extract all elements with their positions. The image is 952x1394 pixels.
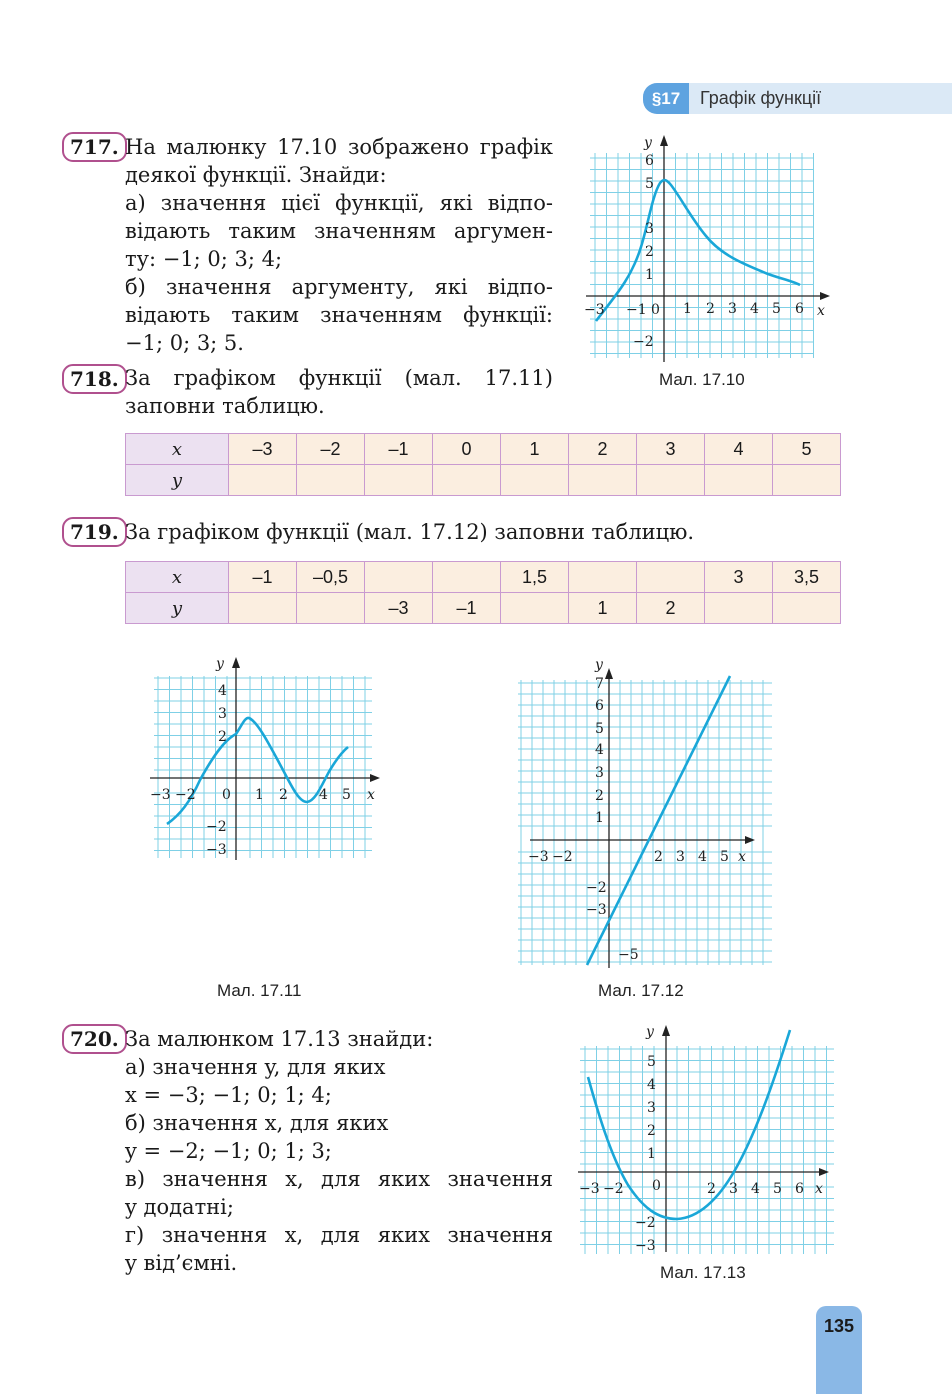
tick-label: 2 [647, 1123, 656, 1139]
figure-17-10-graph [578, 128, 838, 368]
table-cell: 1 [569, 593, 637, 624]
tick-label: 1 [255, 787, 264, 803]
grid [580, 1046, 834, 1254]
tick-label: 3 [728, 301, 737, 317]
figure-caption-17-11: Мал. 17.11 [217, 981, 302, 1000]
text-line: б) значення аргументу, які відпо- [125, 275, 553, 299]
table-cell-empty [569, 465, 637, 496]
tick-label: −3 [528, 849, 549, 865]
table-cell [637, 562, 705, 593]
table-cell: –1 [365, 434, 433, 465]
problem-number-718: 718. [62, 364, 127, 394]
axis-label-x: x [738, 849, 746, 865]
tick-label: 1 [683, 301, 692, 317]
text-line: y від’ємні. [125, 1251, 238, 1275]
problem-718-text: заповни таблицю. [125, 394, 325, 418]
text-line: г) значення x, для яких значення [125, 1223, 553, 1247]
tick-label: 2 [706, 301, 715, 317]
tick-label: −3 [150, 787, 171, 803]
text-line: в) значення x, для яких значення [125, 1167, 553, 1191]
tick-label: 4 [698, 849, 707, 865]
tick-label: 3 [645, 221, 654, 237]
table-cell: –1 [433, 593, 501, 624]
text-line: y додатні; [125, 1195, 234, 1219]
table-719 [125, 561, 841, 624]
table-cell [501, 593, 569, 624]
table-cell: 0 [433, 434, 501, 465]
table-cell [297, 593, 365, 624]
text-line: а) значення цієї функції, які відпо- [125, 191, 553, 215]
tick-label: 2 [707, 1181, 716, 1197]
table-header-x: x [126, 562, 229, 593]
figure-caption-17-10: Мал. 17.10 [659, 370, 745, 389]
text-line: За малюнком 17.13 знайди: [125, 1027, 434, 1051]
problem-number-719: 719. [62, 517, 127, 547]
tick-label: −3 [206, 842, 227, 858]
tick-label: 2 [218, 729, 227, 745]
table-header-x: x [126, 434, 229, 465]
section-title: Графік функції [700, 88, 822, 108]
tick-label: −2 [175, 787, 196, 803]
tick-label: 2 [645, 244, 654, 260]
axis-label-y: y [644, 135, 652, 151]
tick-label: 4 [647, 1077, 656, 1093]
tick-label: 7 [595, 676, 604, 692]
tick-label: −2 [635, 1215, 656, 1231]
text-line: На малюнку 17.10 зображено графік [125, 135, 553, 159]
text-line: x = −3; −1; 0; 1; 4; [125, 1083, 332, 1107]
tick-label: 2 [595, 788, 604, 804]
table-cell [773, 593, 841, 624]
tick-label: 6 [795, 301, 804, 317]
tick-label: −3 [584, 302, 605, 318]
function-curve [167, 718, 348, 824]
text-line: відають таким значенням функції: [125, 303, 553, 327]
page-number: 135 [823, 1316, 855, 1336]
tick-label: 3 [647, 1100, 656, 1116]
table-cell: 3 [705, 562, 773, 593]
axis-label-x: x [817, 303, 825, 319]
tick-label: 5 [645, 176, 654, 192]
tick-label: 5 [647, 1054, 656, 1070]
table-cell: 1,5 [501, 562, 569, 593]
table-row [126, 434, 841, 465]
tick-label: 5 [720, 849, 729, 865]
tick-label: 0 [652, 1178, 661, 1194]
tick-label: −2 [552, 849, 573, 865]
problem-719-text: За графіком функції (мал. 17.12) заповни таблицю. [125, 520, 695, 544]
table-cell: 3,5 [773, 562, 841, 593]
tick-label: −5 [618, 947, 639, 963]
tick-label: −2 [206, 819, 227, 835]
table-cell: 4 [705, 434, 773, 465]
tick-label: 4 [319, 787, 328, 803]
text-line: ту: −1; 0; 3; 4; [125, 247, 283, 271]
tick-label: 4 [218, 683, 227, 699]
tick-label: 5 [342, 787, 351, 803]
table-row [126, 562, 841, 593]
table-cell: –2 [297, 434, 365, 465]
text-line: y = −2; −1; 0; 1; 3; [125, 1139, 332, 1163]
tick-label: −3 [579, 1181, 600, 1197]
tick-label: 3 [676, 849, 685, 865]
section-badge: §17 [643, 83, 689, 114]
table-cell: –1 [229, 562, 297, 593]
table-cell: 1 [501, 434, 569, 465]
table-cell: 2 [637, 593, 705, 624]
figure-caption-17-12: Мал. 17.12 [598, 981, 684, 1000]
table-cell-empty [773, 465, 841, 496]
table-cell-empty [637, 465, 705, 496]
grid [154, 676, 372, 858]
table-cell: –3 [365, 593, 433, 624]
table-cell: 5 [773, 434, 841, 465]
tick-label: 4 [750, 301, 759, 317]
axis-label-y: y [595, 657, 603, 673]
table-cell-empty [501, 465, 569, 496]
table-cell-empty [433, 465, 501, 496]
tick-label: 6 [595, 698, 604, 714]
text-line: −1; 0; 3; 5. [125, 331, 244, 355]
tick-label: 6 [795, 1181, 804, 1197]
table-row [126, 465, 841, 496]
table-cell-empty [297, 465, 365, 496]
tick-label: −2 [603, 1181, 624, 1197]
table-cell-empty [365, 465, 433, 496]
tick-label: 0 [651, 302, 660, 318]
grid [518, 680, 772, 965]
problem-number-720: 720. [62, 1024, 127, 1054]
axis-label-x: x [367, 787, 375, 803]
problem-718-text: За графіком функції (мал. 17.11) [125, 366, 553, 390]
table-cell [365, 562, 433, 593]
tick-label: −1 [626, 302, 647, 318]
grid [590, 153, 814, 358]
tick-label: 5 [595, 721, 604, 737]
tick-label: −2 [586, 880, 607, 896]
tick-label: 2 [279, 787, 288, 803]
axes [578, 1025, 829, 1252]
table-cell: 2 [569, 434, 637, 465]
text-line: деякої функції. Знайди: [125, 163, 387, 187]
tick-label: 1 [647, 1146, 656, 1162]
table-718 [125, 433, 841, 496]
tick-label: 1 [645, 267, 654, 283]
tick-label: 4 [751, 1181, 760, 1197]
figure-17-11-graph [148, 650, 388, 865]
table-cell [569, 562, 637, 593]
table-cell [229, 593, 297, 624]
text-line: а) значення y, для яких [125, 1055, 386, 1079]
table-cell: 3 [637, 434, 705, 465]
table-row [126, 593, 841, 624]
table-cell [433, 562, 501, 593]
text-line: б) значення x, для яких [125, 1111, 389, 1135]
figure-17-12-graph [520, 650, 780, 970]
table-header-y: y [126, 465, 229, 496]
tick-label: 3 [729, 1181, 738, 1197]
figure-17-13-graph [575, 1018, 840, 1258]
table-cell-empty [705, 465, 773, 496]
tick-label: −3 [635, 1238, 656, 1254]
tick-label: 4 [595, 742, 604, 758]
tick-label: −2 [633, 334, 654, 350]
axis-label-y: y [646, 1024, 654, 1040]
text-line: відають таким значенням аргумен- [125, 219, 553, 243]
tick-label: 0 [222, 787, 231, 803]
tick-label: 5 [772, 301, 781, 317]
tick-label: 1 [595, 810, 604, 826]
table-cell: –0,5 [297, 562, 365, 593]
axis-label-x: x [815, 1181, 823, 1197]
tick-label: 3 [218, 706, 227, 722]
axis-label-y: y [216, 656, 224, 672]
tick-label: 6 [645, 153, 654, 169]
table-cell-empty [229, 465, 297, 496]
table-cell: –3 [229, 434, 297, 465]
tick-label: 5 [773, 1181, 782, 1197]
tick-label: 3 [595, 765, 604, 781]
figure-caption-17-13: Мал. 17.13 [660, 1263, 746, 1282]
table-cell [705, 593, 773, 624]
tick-label: −3 [586, 902, 607, 918]
tick-label: 2 [654, 849, 663, 865]
problem-number-717: 717. [62, 132, 127, 162]
table-header-y: y [126, 593, 229, 624]
